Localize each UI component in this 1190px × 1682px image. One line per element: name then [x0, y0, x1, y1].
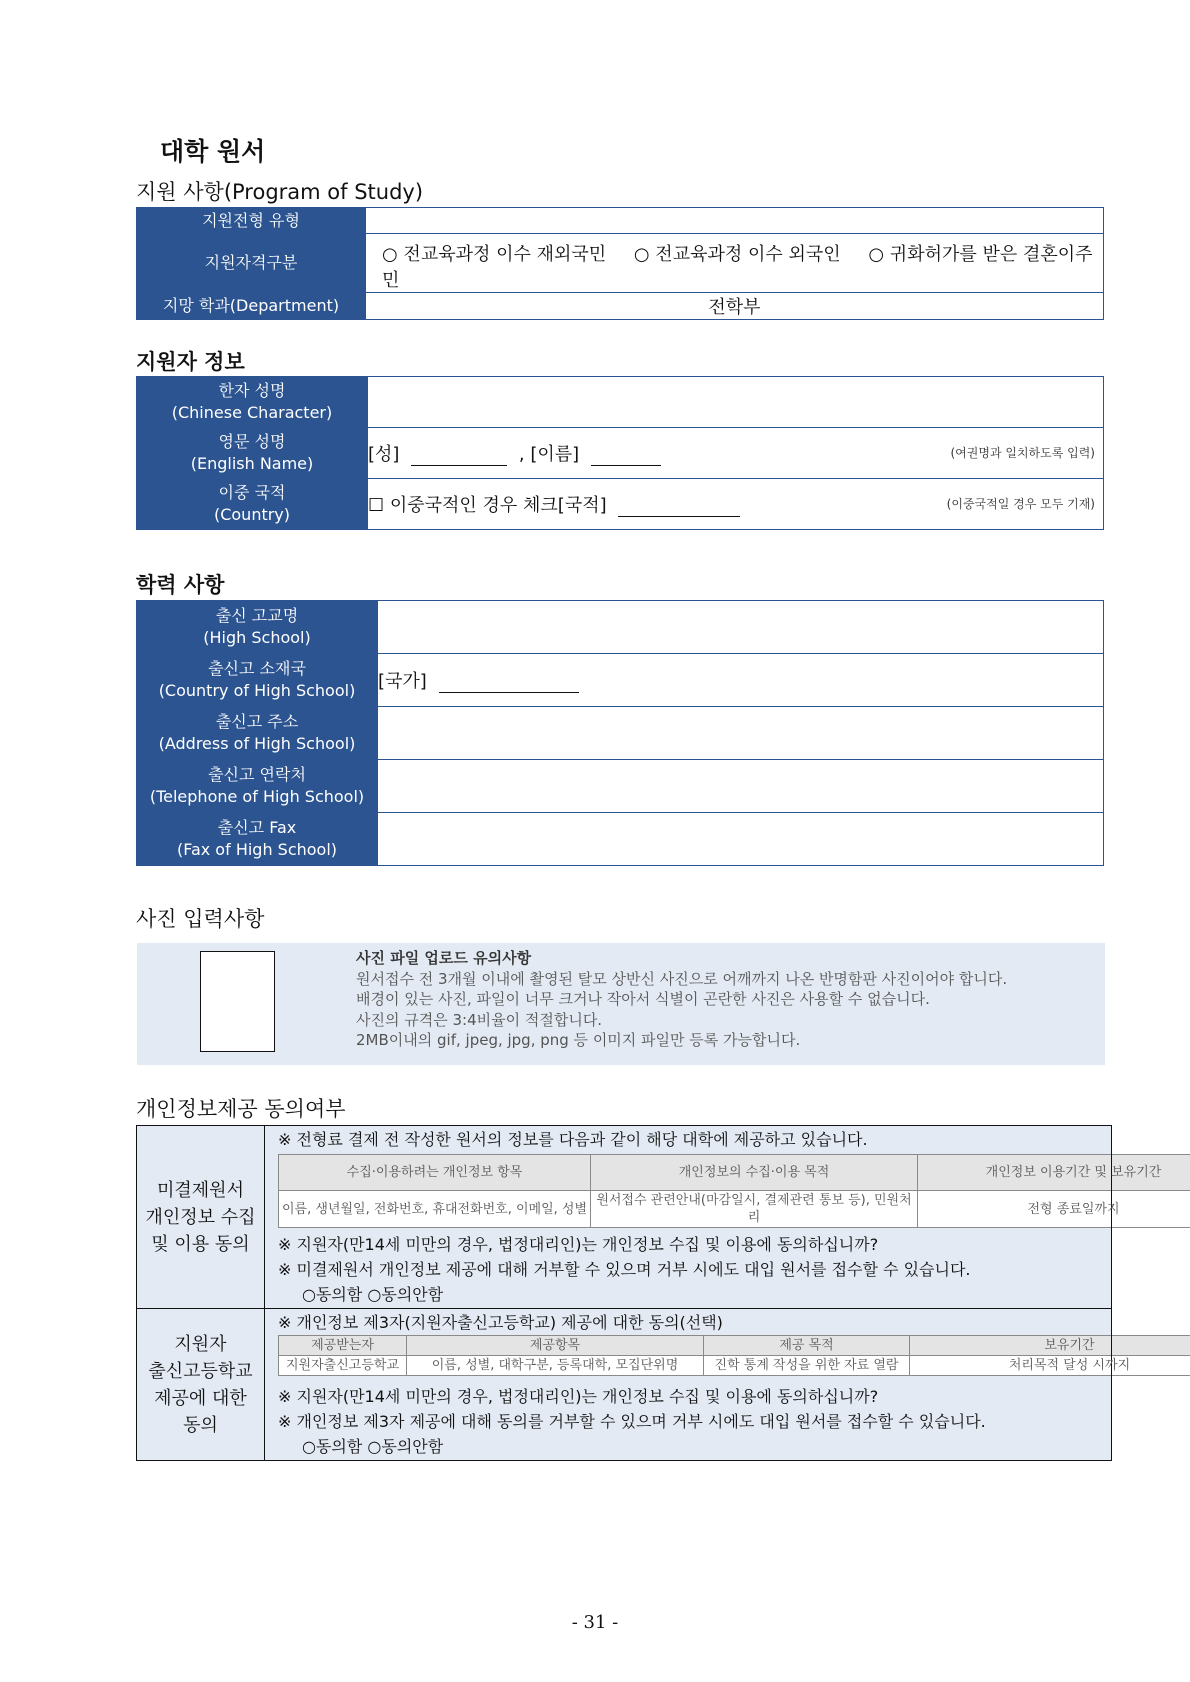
school-cell-items: 이름, 성별, 대학구분, 등록대학, 모집단위명 — [407, 1356, 704, 1376]
school-cell-recipient: 지원자출신고등학교 — [279, 1356, 407, 1376]
edu-row-telephone — [137, 760, 1104, 813]
school-address-label-en: (Address of High School) — [158, 734, 356, 753]
unpaid-consent-choice[interactable]: ○동의함 ○동의안함 — [302, 1285, 444, 1304]
program-row-department — [137, 293, 1104, 320]
school-info-table — [278, 1335, 1190, 1376]
photo-notes — [356, 948, 1007, 1051]
eligibility-option-overseas-korean[interactable]: ○ 전교육과정 이수 재외국민 — [382, 244, 607, 265]
department-value[interactable]: 전학부 — [366, 293, 1104, 320]
eligibility-label: 지원자격구분 — [137, 234, 366, 293]
school-country-label-en: (Country of High School) — [158, 681, 356, 700]
english-name-label-en: (English Name) — [190, 454, 314, 473]
unpaid-consent-label — [137, 1126, 265, 1309]
unpaid-header-items: 수집·이용하려는 개인정보 항목 — [279, 1155, 591, 1191]
school-telephone-label — [137, 760, 378, 813]
school-telephone-label-ko: 출신고 연락처 — [208, 765, 306, 784]
surname-label: [성] — [368, 444, 400, 465]
school-fax-label — [137, 813, 378, 866]
school-label-line-4: 동의 — [183, 1414, 218, 1436]
school-fax-label-ko: 출신고 Fax — [217, 818, 297, 837]
unpaid-info-header — [279, 1155, 1190, 1191]
program-table — [136, 207, 1104, 320]
chinese-name-field[interactable] — [368, 377, 1104, 428]
photo-note-4: 2MB이내의 gif, jpeg, jpg, png 등 이미지 파일만 등록 가능합니다. — [356, 1031, 801, 1049]
school-name-field[interactable] — [378, 601, 1104, 654]
applicant-section-title: 지원자 정보 — [136, 350, 245, 374]
photo-notes-title: 사진 파일 업로드 유의사항 — [356, 949, 532, 967]
chinese-name-row — [137, 377, 1104, 428]
unpaid-intro: ※ 전형료 결제 전 작성한 원서의 정보를 다음과 같이 해당 대학에 제공하고 있습니다. — [278, 1130, 868, 1149]
photo-note-3: 사진의 규격은 3:4비율이 적절합니다. — [356, 1010, 603, 1029]
english-name-label — [137, 428, 368, 479]
unpaid-header-purpose: 개인정보의 수집·이용 목적 — [591, 1155, 918, 1191]
english-name-field[interactable] — [368, 428, 1104, 479]
chinese-name-label-en: (Chinese Character) — [171, 403, 333, 422]
unpaid-info-row — [279, 1191, 1190, 1228]
document-title: 대학 원서 — [160, 137, 266, 166]
applicant-table — [136, 376, 1104, 530]
program-type-field[interactable] — [366, 208, 1104, 234]
school-header-items: 제공항목 — [407, 1336, 704, 1356]
eligibility-option-naturalized[interactable]: ○ 귀화허가를 받은 결혼이주민 — [382, 244, 1093, 291]
school-consent-label — [137, 1309, 265, 1461]
edu-row-fax — [137, 813, 1104, 866]
country-prefix: [국가] — [378, 671, 427, 692]
school-address-label — [137, 707, 378, 760]
english-name-row — [137, 428, 1104, 479]
photo-note-1: 원서접수 전 3개월 이내에 촬영된 탈모 상반신 사진으로 어깨까지 나온 반명함판 사진이어야 합니다. — [356, 969, 1008, 988]
unpaid-label-line-3: 및 이용 동의 — [151, 1233, 250, 1255]
dual-nationality-blank[interactable] — [618, 500, 740, 517]
school-cell-period: 처리목적 달성 시까지 — [910, 1356, 1190, 1376]
program-type-label: 지원전형 유형 — [137, 208, 366, 234]
school-info-header — [279, 1336, 1190, 1356]
school-country-label-ko: 출신고 소재국 — [208, 659, 306, 678]
given-name-blank[interactable] — [591, 449, 661, 466]
english-name-label-ko: 영문 성명 — [218, 432, 286, 451]
unpaid-label-line-1: 미결제원서 — [157, 1179, 244, 1201]
consent-section-title: 개인정보제공 동의여부 — [136, 1097, 346, 1121]
unpaid-cell-items: 이름, 생년월일, 전화번호, 휴대전화번호, 이메일, 성별 — [279, 1191, 591, 1228]
unpaid-label-line-2: 개인정보 수집 — [145, 1206, 256, 1228]
surname-blank[interactable] — [411, 449, 507, 466]
unpaid-header-period: 개인정보 이용기간 및 보유기간 — [918, 1155, 1190, 1191]
edu-row-country — [137, 654, 1104, 707]
school-consent-choice[interactable]: ○동의함 ○동의안함 — [302, 1437, 444, 1456]
school-address-field[interactable] — [378, 707, 1104, 760]
school-address-label-ko: 출신고 주소 — [215, 712, 299, 731]
school-cell-purpose: 진학 통계 작성을 위한 자료 열람 — [704, 1356, 910, 1376]
unpaid-question-2: ※ 미결제원서 개인정보 제공에 대해 거부할 수 있으며 거부 시에도 대입 원서를 접수할 수 있습니다. — [278, 1260, 971, 1279]
education-table — [136, 600, 1104, 866]
school-header-period: 보유기간 — [910, 1336, 1190, 1356]
school-info-row — [279, 1356, 1190, 1376]
photo-upload-frame[interactable] — [200, 951, 275, 1052]
school-name-label — [137, 601, 378, 654]
education-section-title: 학력 사항 — [136, 573, 225, 597]
school-country-field[interactable] — [378, 654, 1104, 707]
unpaid-info-table — [278, 1154, 1190, 1228]
dual-nationality-row — [137, 479, 1104, 530]
edu-row-address — [137, 707, 1104, 760]
school-intro: ※ 개인정보 제3자(지원자출신고등학교) 제공에 대한 동의(선택) — [278, 1313, 723, 1332]
unpaid-consent-body — [265, 1126, 1162, 1309]
dual-nationality-label-ko: 이중 국적 — [218, 483, 286, 502]
english-name-note: (여권명과 일치하도록 입력) — [950, 446, 1095, 460]
country-blank[interactable] — [439, 676, 579, 693]
consent-block-school — [137, 1309, 1112, 1461]
school-header-purpose: 제공 목적 — [704, 1336, 910, 1356]
photo-section-title: 사진 입력사항 — [136, 907, 265, 931]
dual-nationality-label-en: (Country) — [213, 505, 291, 524]
dual-nationality-label — [137, 479, 368, 530]
school-question-1: ※ 지원자(만14세 미만의 경우, 법정대리인)는 개인정보 수집 및 이용에 동의하십니까? — [278, 1387, 879, 1406]
program-row-type — [137, 208, 1104, 234]
dual-nationality-checkbox-text[interactable]: ☐ 이중국적인 경우 체크[국적] — [368, 495, 607, 516]
school-question-2: ※ 개인정보 제3자 제공에 대해 동의를 거부할 수 있으며 거부 시에도 대입 원서를 접수할 수 있습니다. — [278, 1412, 986, 1431]
unpaid-question-1: ※ 지원자(만14세 미만의 경우, 법정대리인)는 개인정보 수집 및 이용에 동의하십니까? — [278, 1235, 879, 1254]
dual-nationality-field[interactable] — [368, 479, 1104, 530]
dual-nationality-note: (이중국적일 경우 모두 기재) — [946, 497, 1095, 511]
given-name-label: , [이름] — [518, 444, 580, 465]
school-fax-field[interactable] — [378, 813, 1104, 866]
edu-row-school-name — [137, 601, 1104, 654]
consent-table — [136, 1125, 1162, 1461]
eligibility-option-foreigner[interactable]: ○ 전교육과정 이수 외국인 — [633, 244, 841, 265]
school-telephone-label-en: (Telephone of High School) — [149, 787, 365, 806]
school-label-line-2: 출신고등학교 — [148, 1360, 253, 1382]
school-name-label-en: (High School) — [203, 628, 311, 647]
school-header-recipient: 제공받는자 — [279, 1336, 407, 1356]
school-label-line-3: 제공에 대한 — [154, 1387, 247, 1409]
unpaid-cell-period: 전형 종료일까지 — [918, 1191, 1190, 1228]
consent-block-unpaid — [137, 1126, 1112, 1309]
school-country-label — [137, 654, 378, 707]
department-label: 지망 학과(Department) — [137, 293, 366, 320]
page-number: - 31 - — [571, 1612, 619, 1633]
program-section-title: 지원 사항(Program of Study) — [136, 180, 424, 204]
program-row-eligibility — [137, 234, 1104, 293]
chinese-name-label — [137, 377, 368, 428]
unpaid-cell-purpose: 원서접수 관련안내(마감일시, 결제관련 통보 등), 민원처리 — [591, 1191, 918, 1228]
school-name-label-ko: 출신 고교명 — [215, 606, 299, 625]
school-telephone-field[interactable] — [378, 760, 1104, 813]
chinese-name-label-ko: 한자 성명 — [218, 381, 286, 400]
school-fax-label-en: (Fax of High School) — [176, 840, 338, 859]
photo-note-2: 배경이 있는 사진, 파일이 너무 크거나 작아서 식별이 곤란한 사진은 사용할 수 없습니다. — [356, 990, 930, 1008]
school-consent-body — [265, 1309, 1131, 1461]
school-label-line-1: 지원자 — [174, 1333, 227, 1355]
